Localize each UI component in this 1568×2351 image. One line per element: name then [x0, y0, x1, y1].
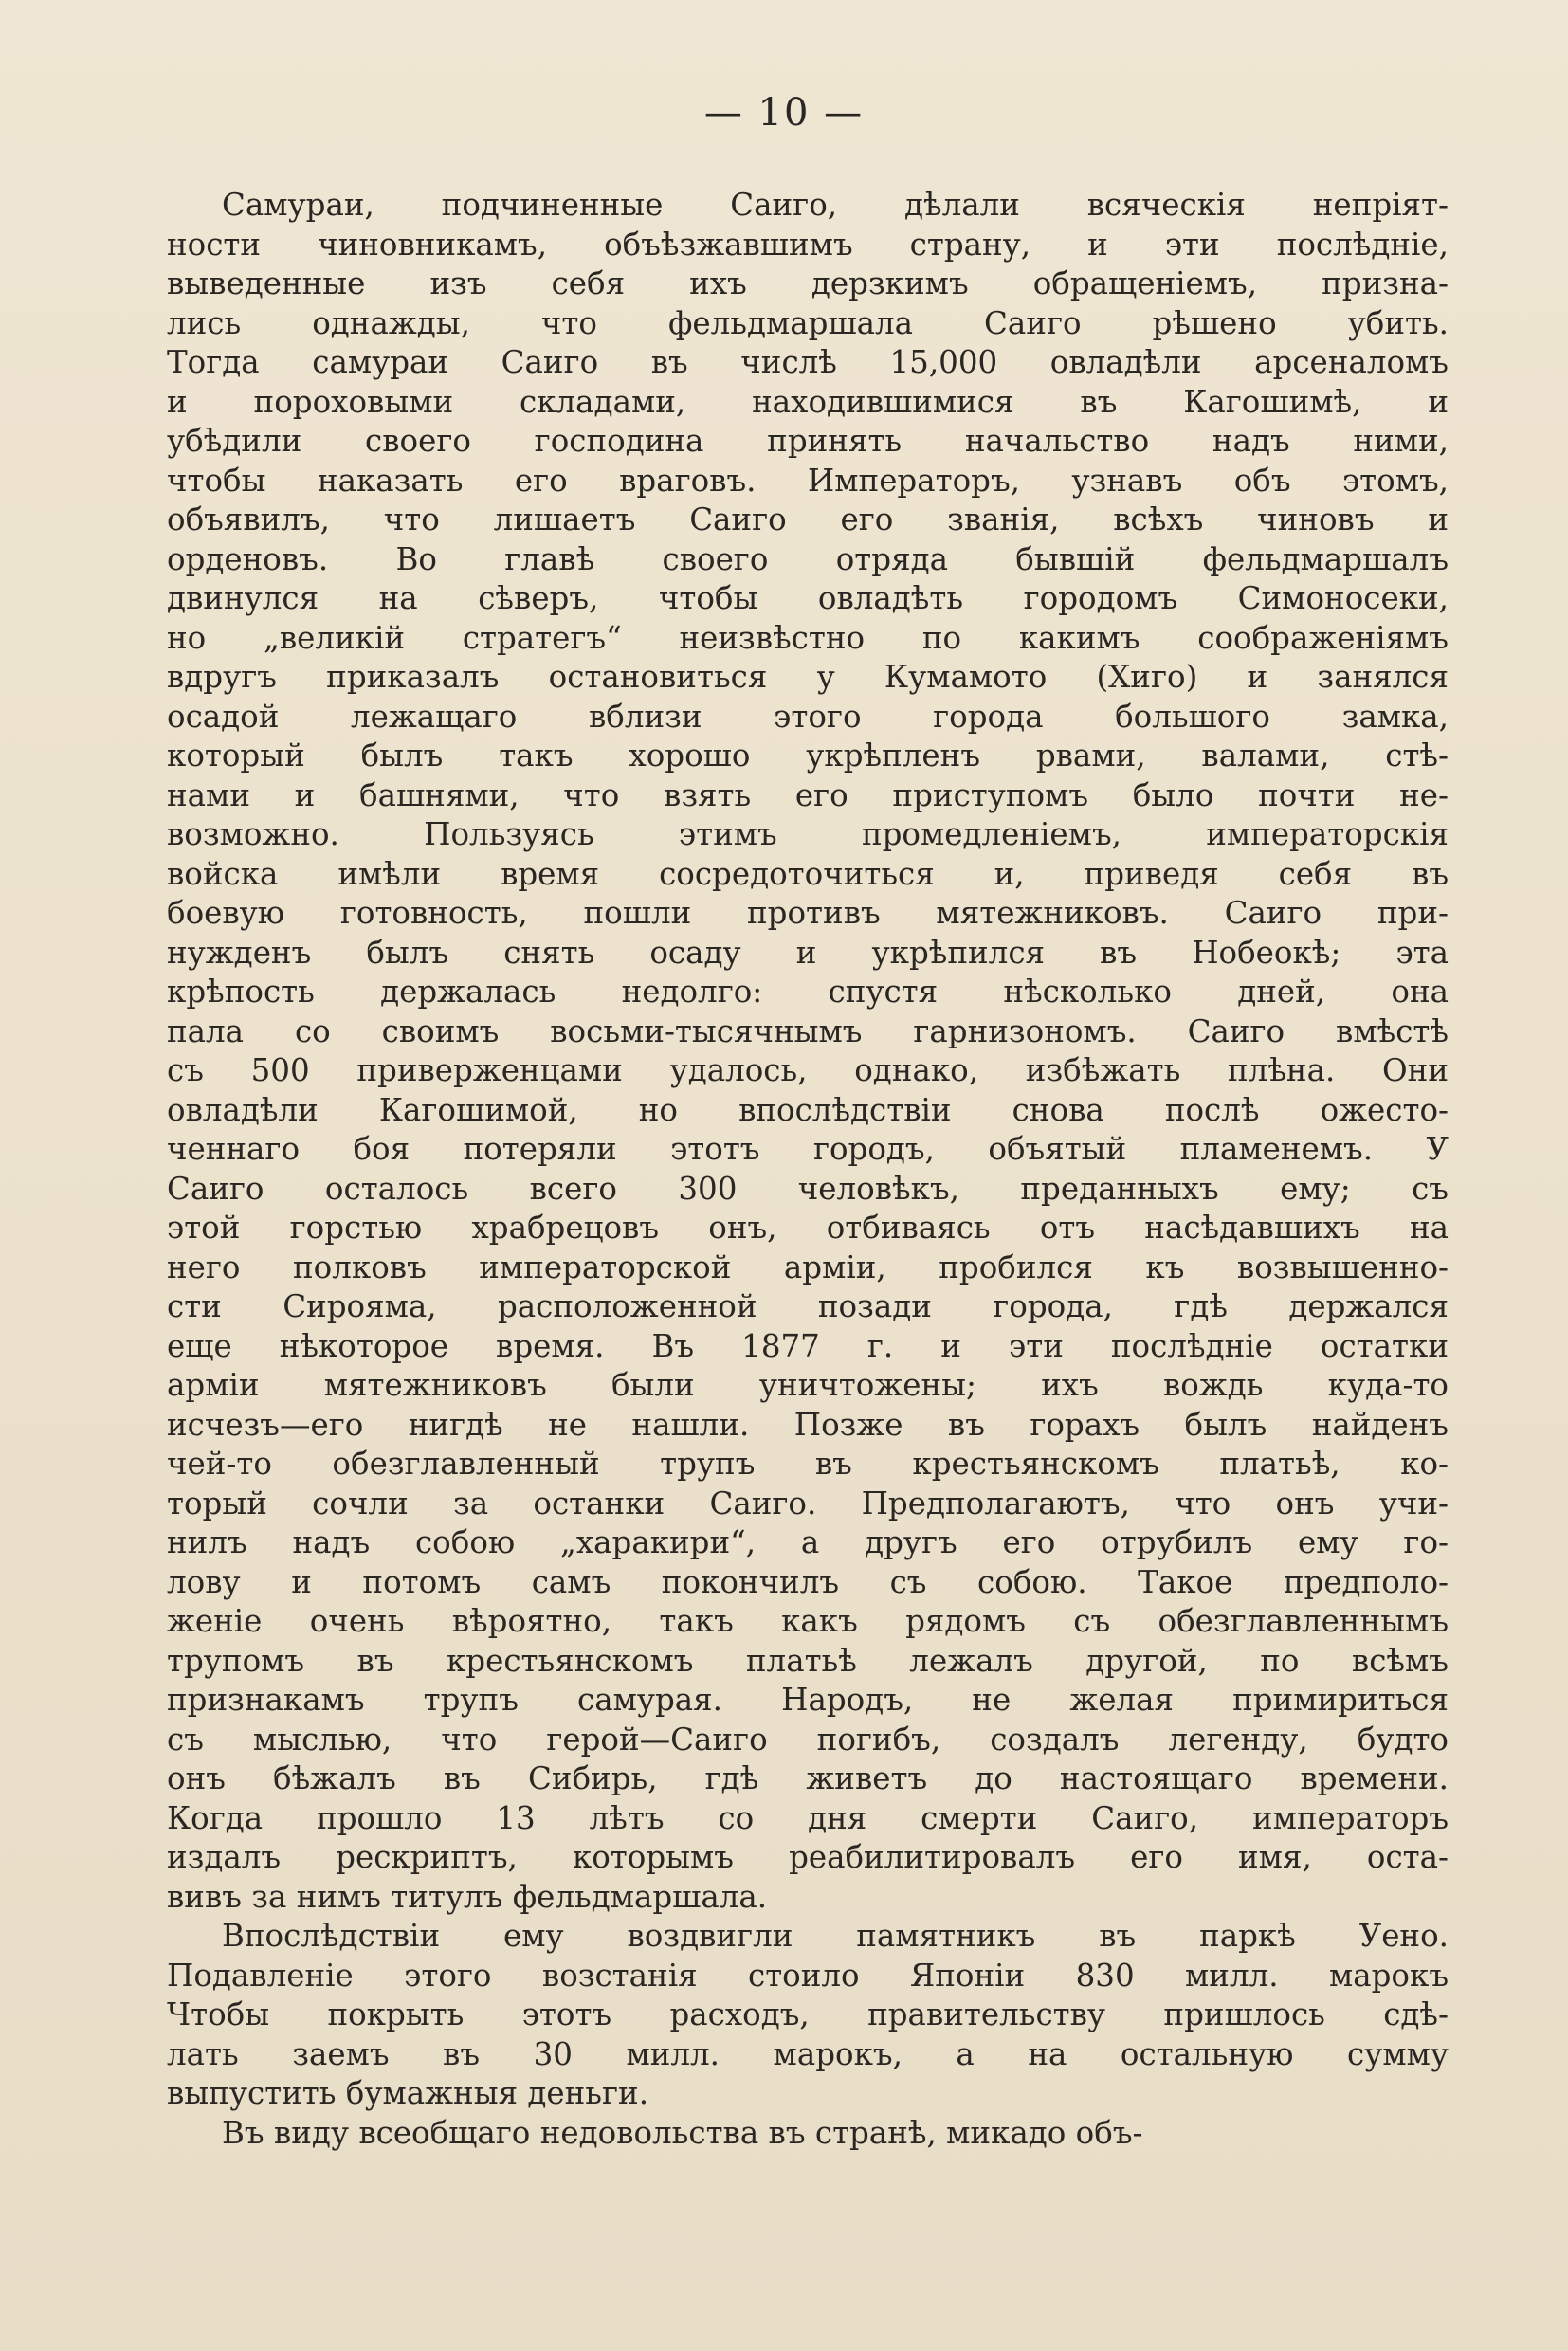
body-text: [167, 186, 1449, 2153]
text-line: выпустить бумажныя деньги.: [167, 2075, 649, 2111]
text-line: но „великій стратегъ“ неизвѣстно по какимъ соображеніямъ: [167, 619, 1449, 656]
text-line: и пороховыми складами, находившимися въ Кагошимѣ, и: [167, 383, 1449, 420]
text-line: вдругъ приказалъ остановиться у Кумамото (Хиго) и занялся: [167, 659, 1449, 695]
text-line: который былъ такъ хорошо укрѣпленъ рвами, валами, стѣ-: [167, 738, 1449, 774]
text-line: нами и башнями, что взять его приступомъ было почти не-: [167, 776, 1449, 813]
text-line: арміи мятежниковъ были уничтожены; ихъ вождь куда-то: [167, 1367, 1449, 1403]
text-line: нужденъ былъ снять осаду и укрѣпился въ Нобеокѣ; эта: [167, 934, 1449, 971]
text-line: издалъ рескриптъ, которымъ реабилитировалъ его имя, оста-: [167, 1839, 1449, 1875]
text-line: боевую готовность, пошли противъ мятежниковъ. Саиго при-: [167, 895, 1449, 931]
text-line: Впослѣдствіи ему воздвигли памятникъ въ паркѣ Уено.: [222, 1918, 1449, 1954]
text-line: войска имѣли время сосредоточиться и, приведя себя въ: [167, 855, 1449, 892]
text-line: съ мыслью, что герой—Саиго погибъ, создалъ легенду, будто: [167, 1721, 1449, 1758]
text-line: крѣпость держалась недолго: спустя нѣсколько дней, она: [167, 974, 1449, 1010]
text-line: Когда прошло 13 лѣтъ со дня смерти Саиго, императоръ: [167, 1799, 1449, 1836]
text-line: овладѣли Кагошимой, но впослѣдствіи снова послѣ ожесто-: [167, 1091, 1449, 1128]
text-line: онъ бѣжалъ въ Сибирь, гдѣ живетъ до настоящаго времени.: [167, 1760, 1449, 1796]
text-line: съ 500 приверженцами удалось, однако, избѣжать плѣна. Они: [167, 1052, 1449, 1088]
text-line: осадой лежащаго вблизи этого города большого замка,: [167, 698, 1449, 735]
text-line: лать заемъ въ 30 милл. марокъ, а на остальную сумму: [167, 2035, 1449, 2072]
text-line: ности чиновникамъ, объѣзжавшимъ страну, и эти послѣдніе,: [167, 226, 1449, 263]
text-line: вивъ за нимъ титулъ фельдмаршала.: [167, 1878, 768, 1915]
text-line: чей-то обезглавленный трупъ въ крестьянскомъ платьѣ, ко-: [167, 1446, 1449, 1482]
text-line: этой горстью храбрецовъ онъ, отбиваясь отъ насѣдавшихъ на: [167, 1210, 1449, 1246]
text-line: Самураи, подчиненные Саиго, дѣлали всяческія непріят-: [222, 187, 1449, 223]
text-line: двинулся на сѣверъ, чтобы овладѣть городомъ Симоносеки,: [167, 580, 1449, 616]
text-line: еще нѣкоторое время. Въ 1877 г. и эти послѣдніе остатки: [167, 1327, 1449, 1364]
text-line: женіе очень вѣроятно, такъ какъ рядомъ съ обезглавленнымъ: [167, 1603, 1449, 1639]
text-line: чтобы наказать его враговъ. Императоръ, узнавъ объ этомъ,: [167, 462, 1449, 499]
text-line: возможно. Пользуясь этимъ промедленіемъ, императорскія: [167, 816, 1449, 852]
text-line: сти Сирояма, расположенной позади города, гдѣ держался: [167, 1288, 1449, 1324]
text-line: выведенные изъ себя ихъ дерзкимъ обращеніемъ, призна-: [167, 265, 1449, 301]
text-line: трупомъ въ крестьянскомъ платьѣ лежалъ другой, по всѣмъ: [167, 1642, 1449, 1679]
text-line: исчезъ—его нигдѣ не нашли. Позже въ горахъ былъ найденъ: [167, 1406, 1449, 1443]
text-line: объявилъ, что лишаетъ Саиго его званія, всѣхъ чиновъ и: [167, 501, 1449, 538]
text-line: орденовъ. Во главѣ своего отряда бывшій фельдмаршалъ: [167, 540, 1449, 577]
text-line: нилъ надъ собою „харакири“, а другъ его отрубилъ ему го-: [167, 1524, 1449, 1560]
text-line: ченнаго боя потеряли этотъ городъ, объятый пламенемъ. У: [167, 1131, 1449, 1167]
text-line: убѣдили своего господина принять начальство надъ ними,: [167, 423, 1449, 459]
text-line: пала со своимъ восьми-тысячнымъ гарнизономъ. Саиго вмѣстѣ: [167, 1012, 1449, 1049]
text-line: Чтобы покрыть этотъ расходъ, правительству пришлось сдѣ-: [167, 1996, 1449, 2032]
text-line: торый сочли за останки Саиго. Предполагаютъ, что онъ учи-: [167, 1485, 1449, 1522]
text-line: Саиго осталось всего 300 человѣкъ, преданныхъ ему; съ: [167, 1170, 1449, 1207]
text-line: него полковъ императорской арміи, пробился къ возвышенно-: [167, 1248, 1449, 1285]
text-line: лову и потомъ самъ покончилъ съ собою. Такое предполо-: [167, 1563, 1449, 1600]
text-line: Тогда самураи Саиго въ числѣ 15,000 овладѣли арсеналомъ: [167, 344, 1449, 380]
page-number: — 10 —: [703, 91, 865, 135]
text-line: признакамъ трупъ самурая. Народъ, не желая примириться: [167, 1682, 1449, 1718]
text-line: лись однажды, что фельдмаршала Саиго рѣшено убить.: [167, 304, 1449, 341]
text-line: Въ виду всеобщаго недовольства въ странѣ, микадо объ-: [222, 2114, 1143, 2151]
text-line: Подавленіе этого возстанія стоило Японіи 830 милл. марокъ: [167, 1957, 1449, 1994]
